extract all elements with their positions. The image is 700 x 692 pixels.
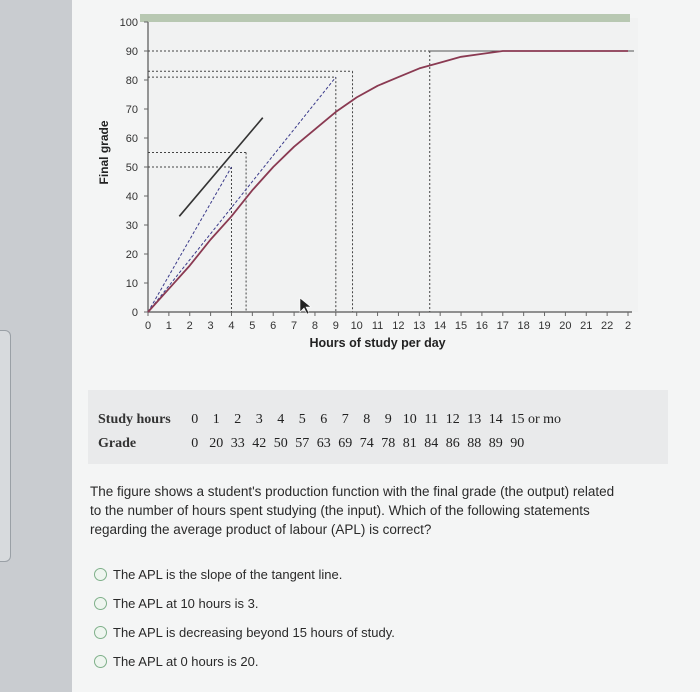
option-3[interactable] — [94, 618, 395, 647]
question-text: The figure shows a student's production function with the final grade (the output) related to the number of hours spent studying (the input). Which of the following statements regarding the average product of labour (APL) is correct? — [90, 484, 615, 537]
x-axis-label: Hours of study per day — [309, 336, 446, 350]
grade-cell: 50 — [273, 436, 288, 451]
grade-cell: 74 — [359, 436, 374, 451]
radio-icon[interactable] — [94, 597, 107, 610]
x-tick-label: 19 — [538, 320, 551, 332]
radio-icon[interactable] — [94, 568, 107, 581]
answer-options — [94, 560, 395, 676]
y-tick-label: 10 — [125, 278, 138, 290]
y-tick-label: 40 — [125, 191, 138, 203]
hours-cell: 9 — [384, 412, 392, 427]
x-tick-label: 8 — [311, 320, 319, 332]
x-tick-label: 5 — [249, 320, 256, 332]
y-tick-label: 30 — [125, 220, 138, 232]
x-tick-label: 14 — [434, 320, 447, 332]
option-4[interactable] — [94, 647, 395, 676]
hours-cell: 10 — [402, 412, 417, 427]
x-tick-label: 7 — [291, 320, 298, 332]
x-tick-label: 12 — [392, 320, 405, 332]
grade-cell: 86 — [445, 436, 460, 451]
y-axis-label: Final grade — [97, 120, 111, 185]
hours-cell: 7 — [341, 412, 349, 427]
option-2[interactable] — [94, 589, 395, 618]
x-tick-label: 15 — [454, 320, 468, 332]
option-label: The APL at 10 hours is 3. — [113, 596, 259, 611]
option-label: The APL at 0 hours is 20. — [113, 654, 259, 669]
hours-cell: 14 — [488, 412, 503, 427]
grade-cell: 33 — [230, 436, 245, 451]
grade-cell: 88 — [467, 436, 482, 451]
x-tick-label: 21 — [580, 320, 593, 332]
hours-cell: 1 — [212, 412, 220, 427]
x-tick-label: 0 — [144, 320, 152, 332]
x-tick-label: 22 — [601, 320, 614, 332]
x-tick-label: 2 — [186, 320, 193, 332]
x-tick-label: 11 — [371, 320, 384, 332]
radio-icon[interactable] — [94, 626, 107, 639]
grade-cell: 90 — [510, 436, 525, 451]
grade-cell: 81 — [402, 436, 417, 451]
hours-cell: 5 — [298, 412, 306, 427]
y-tick-label: 80 — [125, 75, 138, 87]
y-tick-label: 20 — [125, 249, 138, 261]
option-label: The APL is the slope of the tangent line. — [113, 567, 343, 582]
grade-cell: 0 — [191, 436, 199, 451]
y-tick-label: 100 — [119, 17, 138, 29]
x-tick-label: 9 — [332, 320, 339, 332]
table-row-hours — [98, 412, 561, 428]
table-row-label: Grade — [98, 436, 137, 451]
x-tick-label: 1 — [165, 320, 172, 332]
hours-cell: 8 — [363, 412, 371, 427]
plot-top-band — [140, 14, 630, 22]
x-tick-label: 4 — [228, 320, 235, 332]
x-tick-label: 17 — [496, 320, 509, 332]
hours-cell: 6 — [320, 412, 328, 427]
plot-area — [148, 18, 638, 312]
grade-cell: 20 — [209, 436, 224, 451]
x-tick-label: 13 — [413, 320, 426, 332]
grade-cell: 42 — [252, 436, 267, 451]
y-tick-label: 0 — [131, 307, 138, 319]
y-tick-label: 60 — [125, 133, 138, 145]
grade-cell: 57 — [295, 436, 310, 451]
x-tick-label: 20 — [559, 320, 572, 332]
data-table — [88, 390, 668, 464]
table-row-label: Study hours — [98, 412, 171, 427]
table-row-grade — [98, 436, 528, 452]
hours-cell: 3 — [255, 412, 263, 427]
x-tick-label: 6 — [270, 320, 277, 332]
grade-cell: 63 — [316, 436, 331, 451]
grade-cell: 78 — [381, 436, 396, 451]
hours-cell: 0 — [191, 412, 199, 427]
hours-cell: 15 or mo — [510, 412, 562, 427]
hours-cell: 12 — [445, 412, 460, 427]
x-tick-label: 3 — [207, 320, 214, 332]
hours-cell: 2 — [234, 412, 242, 427]
grade-cell: 69 — [338, 436, 353, 451]
y-tick-label: 90 — [125, 46, 138, 58]
grade-cell: 89 — [488, 436, 503, 451]
x-tick-label: 10 — [350, 320, 363, 332]
y-tick-label: 70 — [125, 104, 138, 116]
hours-cell: 13 — [467, 412, 482, 427]
grade-cell: 84 — [424, 436, 439, 451]
radio-icon[interactable] — [94, 655, 107, 668]
y-tick-label: 50 — [125, 162, 138, 174]
hours-cell: 11 — [424, 412, 438, 427]
x-tick-label: 2 — [624, 320, 632, 332]
hours-cell: 4 — [277, 412, 285, 427]
x-tick-label: 16 — [475, 320, 489, 332]
option-label: The APL is decreasing beyond 15 hours of study. — [113, 625, 395, 640]
option-1[interactable] — [94, 560, 395, 589]
x-tick-label: 18 — [517, 320, 530, 332]
